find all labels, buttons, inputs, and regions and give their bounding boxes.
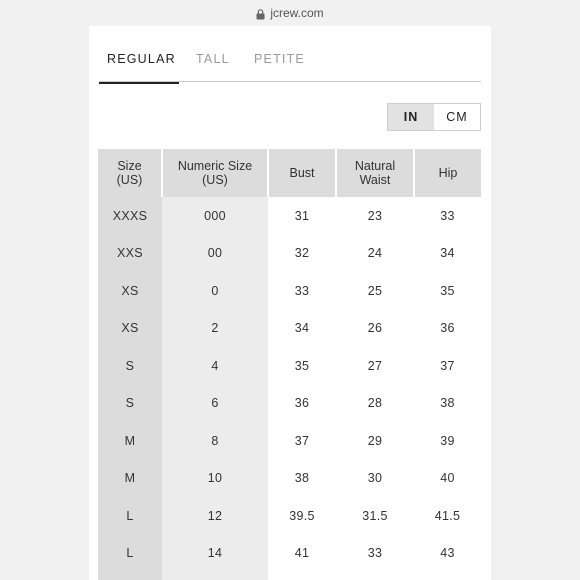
table-row: [98, 197, 481, 235]
header-text: Natural: [354, 159, 396, 173]
table-header-row: [98, 149, 481, 197]
table-row: [98, 497, 481, 535]
header-text: Size: [117, 159, 142, 173]
header-hip: [414, 149, 481, 197]
cell-size: XS: [98, 272, 162, 310]
cell-size: XXS: [98, 235, 162, 273]
table-row: [98, 422, 481, 460]
spacer-cell: [162, 572, 268, 580]
url-text: jcrew.com: [270, 6, 324, 20]
cell-hip: 34: [440, 246, 455, 261]
cell-numeric-size: 6: [162, 385, 268, 423]
cell-hip: 36: [440, 321, 455, 336]
cell-numeric-size: 12: [162, 497, 268, 535]
cell-bust: 34: [294, 321, 310, 336]
cell-natural-waist: 33: [367, 546, 383, 561]
header-text: (US): [116, 173, 143, 187]
cell-hip: 43: [440, 546, 455, 561]
cell-bust: 35: [294, 358, 310, 373]
cell-size: S: [98, 347, 162, 385]
header-text: Hip: [438, 166, 458, 180]
spacer-cell: [414, 572, 481, 580]
cell-bust: 39.5: [289, 508, 315, 523]
cell-bust: 33: [294, 283, 310, 298]
cell-numeric-size: 000: [162, 197, 268, 235]
spacer-cell: [98, 572, 162, 580]
cell-numeric-size: 0: [162, 272, 268, 310]
table-row: [98, 272, 481, 310]
cell-hip: 40: [440, 471, 455, 486]
cell-hip: 39: [440, 433, 455, 448]
cell-hip: 37: [440, 358, 455, 373]
cell-numeric-size: 10: [162, 460, 268, 498]
size-chart-panel: [89, 26, 491, 580]
cell-size: L: [98, 535, 162, 573]
inches-button[interactable]: IN: [388, 104, 434, 130]
header-text: Bust: [289, 166, 315, 180]
header-numeric-size-us: [162, 149, 268, 197]
cell-size: XXXS: [98, 197, 162, 235]
cell-hip: 35: [440, 283, 455, 298]
cell-natural-waist: 26: [367, 321, 383, 336]
cell-numeric-size: 14: [162, 535, 268, 573]
cell-numeric-size: 00: [162, 235, 268, 273]
table-spacer-row: [98, 572, 481, 580]
table-row: [98, 460, 481, 498]
cell-numeric-size: 8: [162, 422, 268, 460]
cell-size: M: [98, 422, 162, 460]
tab-petite[interactable]: PETITE: [254, 52, 305, 66]
cell-natural-waist: 31.5: [362, 508, 388, 523]
table-row: [98, 385, 481, 423]
cell-size: XS: [98, 310, 162, 348]
header-text: Numeric Size: [177, 159, 253, 173]
table-row: [98, 235, 481, 273]
spacer-cell: [268, 572, 336, 580]
table-row: [98, 310, 481, 348]
cell-bust: 31: [294, 208, 310, 223]
cell-bust: 32: [294, 246, 310, 261]
spacer-cell: [336, 572, 414, 580]
header-text: Waist: [359, 173, 391, 187]
cell-hip: 41.5: [434, 508, 461, 523]
unit-toggle: [387, 103, 481, 131]
lock-icon: [256, 9, 265, 20]
cell-hip: 33: [440, 208, 455, 223]
cell-numeric-size: 2: [162, 310, 268, 348]
cell-natural-waist: 23: [367, 208, 383, 223]
centimeters-button[interactable]: CM: [434, 104, 480, 130]
cell-natural-waist: 24: [367, 246, 383, 261]
cell-bust: 38: [294, 471, 310, 486]
cell-natural-waist: 27: [367, 358, 383, 373]
header-bust: [268, 149, 336, 197]
cell-natural-waist: 28: [367, 396, 383, 411]
cell-numeric-size: 4: [162, 347, 268, 385]
cell-size: M: [98, 460, 162, 498]
cell-size: S: [98, 385, 162, 423]
header-natural-waist: [336, 149, 414, 197]
cell-natural-waist: 29: [367, 433, 383, 448]
cell-natural-waist: 30: [367, 471, 383, 486]
fit-tabs: [99, 52, 481, 82]
cell-size: L: [98, 497, 162, 535]
cell-hip: 38: [440, 396, 455, 411]
cell-bust: 36: [294, 396, 310, 411]
tab-tall[interactable]: TALL: [196, 52, 230, 66]
size-chart-table: [98, 149, 481, 580]
tab-regular[interactable]: REGULAR: [107, 52, 177, 82]
cell-natural-waist: 25: [367, 283, 383, 298]
header-text: (US): [202, 173, 228, 187]
header-size-us: [98, 149, 162, 197]
cell-bust: 37: [294, 433, 310, 448]
table-row: [98, 535, 481, 573]
table-row: [98, 347, 481, 385]
cell-bust: 41: [294, 546, 310, 561]
address-bar[interactable]: [0, 0, 580, 26]
